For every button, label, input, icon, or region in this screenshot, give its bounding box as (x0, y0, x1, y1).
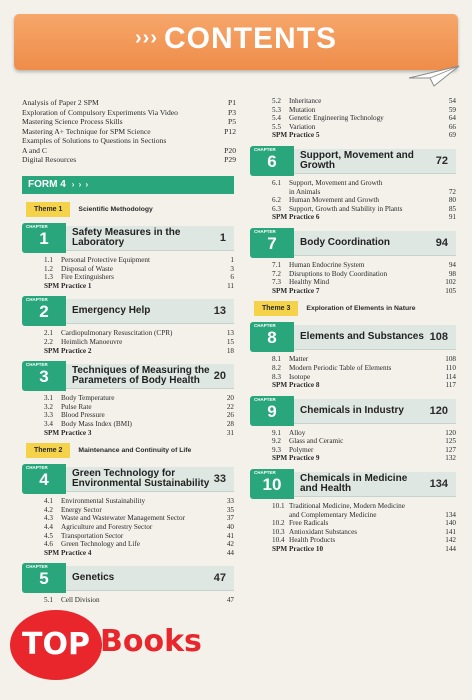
chapter-4-heading[interactable] (22, 464, 234, 494)
toc-item[interactable]: 10.2 Free Radicals 140 (272, 519, 456, 528)
spm-practice[interactable]: SPM Practice 9 132 (272, 454, 456, 463)
chapter-page: 94 (435, 236, 448, 249)
spm-practice[interactable]: SPM Practice 10 144 (272, 545, 456, 554)
form-4-bar: FORM 4 › › › (22, 176, 234, 194)
toc-item[interactable]: 3.2 Pulse Rate 22 (44, 402, 234, 411)
chapter-page: 108 (429, 331, 448, 344)
chapter-8-heading[interactable] (250, 322, 456, 352)
spm-practice[interactable]: SPM Practice 6 91 (272, 213, 456, 222)
chapter-title: Elements and Substances (300, 331, 424, 343)
theme-label: Theme 2 (26, 443, 70, 458)
chapter-tag: CHAPTER 7 (250, 228, 294, 258)
toc-item[interactable]: in Animals 72 (289, 187, 456, 196)
right-column (250, 97, 456, 560)
chapter-10-heading[interactable] (250, 469, 456, 499)
chapter-title: Genetics (72, 572, 115, 584)
toc-item[interactable]: 1.1 Personal Protective Equipment 1 (44, 256, 234, 264)
chapter-tag: CHAPTER 1 (22, 223, 66, 253)
spm-practice[interactable]: SPM Practice 4 44 (44, 548, 234, 557)
intro-row[interactable]: Exploration of Compulsory Experiments Via Video P3 (22, 107, 236, 117)
chapter-tag: CHAPTER 8 (250, 322, 294, 352)
chapter-tag: CHAPTER 5 (22, 563, 66, 593)
contents-banner (14, 14, 458, 70)
toc-item[interactable]: 7.3 Healthy Mind 102 (272, 278, 456, 287)
chapter-title: Body Coordination (300, 236, 390, 248)
toc-item[interactable]: 4.5 Transportation Sector 41 (44, 531, 234, 540)
chapter-tag: CHAPTER 6 (250, 146, 294, 176)
chapter-9-heading[interactable] (250, 396, 456, 426)
toc-item[interactable]: 9.3 Polymer 127 (272, 445, 456, 454)
intro-row[interactable]: A and C P20 (22, 145, 236, 155)
toc-item[interactable]: 4.1 Environmental Sustainability 33 (44, 497, 234, 506)
chapter-title: Support, Movement and Growth (300, 149, 414, 171)
chapter-5-continued-items (250, 97, 456, 140)
logo-books: Books (100, 624, 202, 659)
toc-item[interactable]: 5.1 Cell Division 47 (44, 596, 234, 605)
chapter-7-items (250, 261, 456, 295)
intro-list (22, 98, 236, 165)
chapter-title: Green Technology for Environmental Sustainability (72, 468, 210, 490)
left-column (22, 176, 234, 611)
toc-item[interactable]: 9.1 Alloy 120 (272, 428, 456, 437)
toc-item[interactable]: 10.1 Traditional Medicine, Modern Medicine (272, 502, 405, 511)
spm-practice[interactable]: SPM Practice 2 18 (44, 346, 234, 355)
chapter-2-heading[interactable] (22, 296, 234, 326)
theme-3-heading (254, 301, 456, 316)
chapter-1-heading[interactable] (22, 223, 234, 253)
theme-name: Scientific Methodology (78, 206, 153, 213)
chapter-page: 20 (213, 370, 226, 383)
toc-item[interactable]: 8.3 Isotope 114 (272, 372, 456, 381)
toc-item[interactable]: 5.5 Variation 66 (272, 122, 456, 131)
page-title (14, 22, 458, 56)
toc-item[interactable]: 5.2 Inheritance 54 (272, 97, 456, 105)
chapter-page: 1 (219, 232, 226, 244)
toc-item[interactable]: 9.2 Glass and Ceramic 125 (272, 437, 456, 446)
chapter-3-heading[interactable] (22, 361, 234, 391)
logo-top: TOP (10, 610, 102, 680)
chapter-9-items (250, 429, 456, 463)
chapter-tag: CHAPTER 9 (250, 396, 294, 426)
toc-item[interactable]: and Complementary Medicine 134 (289, 510, 456, 519)
chapter-title: Techniques of Measuring the Parameters of Body Health (72, 365, 210, 387)
theme-2-heading (26, 443, 234, 458)
toc-item[interactable]: 3.1 Body Temperature 20 (44, 394, 234, 403)
chapter-page: 47 (213, 572, 226, 585)
chapter-10-items (250, 502, 456, 554)
spm-practice[interactable]: SPM Practice 3 31 (44, 428, 234, 437)
chapter-7-heading[interactable] (250, 228, 456, 258)
chapter-5-heading[interactable] (22, 563, 234, 593)
theme-label: Theme 1 (26, 202, 70, 217)
theme-1-heading (26, 202, 234, 217)
chapter-page: 120 (429, 404, 448, 417)
chapter-tag: CHAPTER 10 (250, 469, 294, 499)
toc-item[interactable]: 4.2 Energy Sector 35 (44, 505, 234, 514)
toc-item[interactable]: 4.4 Agriculture and Forestry Sector 40 (44, 522, 234, 531)
toc-item[interactable]: 4.3 Waste and Wastewater Management Sector 37 (44, 514, 234, 523)
spm-practice[interactable]: SPM Practice 5 69 (272, 131, 456, 140)
chapter-page: 33 (213, 473, 226, 486)
chapter-3-items (22, 394, 234, 437)
toc-item[interactable]: 5.4 Genetic Engineering Technology 64 (272, 114, 456, 123)
spm-practice[interactable]: SPM Practice 1 11 (44, 281, 234, 290)
chapter-tag: CHAPTER 4 (22, 464, 66, 494)
toc-item[interactable]: 8.2 Modern Periodic Table of Elements 110 (272, 363, 456, 372)
toc-item[interactable]: 3.3 Blood Pressure 26 (44, 411, 234, 420)
toc-item[interactable]: 6.1 Support, Movement and Growth (272, 178, 383, 187)
chapter-title: Chemicals in Medicine and Health (300, 473, 408, 495)
toc-item[interactable]: 4.6 Green Technology and Life 42 (44, 540, 234, 549)
theme-name: Exploration of Elements in Nature (306, 305, 416, 313)
toc-item[interactable]: 1.2 Disposal of Waste 3 (44, 264, 234, 273)
theme-name: Maintenance and Continuity of Life (78, 447, 192, 455)
intro-row[interactable]: Digital Resources P29 (22, 155, 236, 164)
chapter-title: Chemicals in Industry (300, 404, 404, 416)
intro-row[interactable]: Examples of Solutions to Questions in Sections (22, 136, 167, 145)
intro-row[interactable]: Analysis of Paper 2 SPM P1 (22, 98, 236, 107)
chapter-6-items (250, 179, 456, 222)
chapter-page: 72 (435, 154, 448, 167)
chapter-2-items (22, 329, 234, 355)
chapter-1-items (22, 256, 234, 290)
spm-practice[interactable]: SPM Practice 8 117 (272, 381, 456, 390)
chapter-page: 134 (429, 478, 448, 491)
chapter-title: Safety Measures in the Laboratory (72, 227, 181, 248)
chapter-4-items (22, 497, 234, 557)
theme-label: Theme 3 (254, 301, 298, 316)
toc-item[interactable]: 7.2 Disruptions to Body Coordination 98 (272, 269, 456, 278)
toc-item[interactable]: 8.1 Matter 108 (272, 355, 456, 364)
chapter-6-heading[interactable] (250, 146, 456, 176)
intro-row[interactable]: Mastering Science Process Skills P5 (22, 117, 236, 126)
toc-item[interactable]: 2.2 Heimlich Manoeuvre 15 (44, 337, 234, 346)
toc-item[interactable]: 7.1 Human Endocrine System 94 (272, 260, 456, 269)
paper-plane-icon (404, 60, 464, 90)
toc-item[interactable]: 2.1 Cardiopulmonary Resuscitation (CPR) 13 (44, 329, 234, 338)
chapter-tag: CHAPTER 2 (22, 296, 66, 326)
toc-item[interactable]: 6.2 Human Movement and Growth 80 (272, 196, 456, 205)
chapter-title: Emergency Help (72, 305, 151, 317)
topbooks-logo (10, 610, 202, 680)
chapter-tag: CHAPTER 3 (22, 361, 66, 391)
title-text: CONTENTS (163, 22, 337, 55)
spm-practice[interactable]: SPM Practice 7 105 (272, 286, 456, 295)
title-arrows: ››› (135, 27, 158, 49)
toc-item[interactable]: 1.3 Fire Extinguishers 6 (44, 273, 234, 282)
toc-item[interactable]: 3.4 Body Mass Index (BMI) 28 (44, 419, 234, 428)
intro-row[interactable]: Mastering A+ Technique for SPM Science P12 (22, 126, 236, 136)
toc-item[interactable]: 10.4 Health Products 142 (272, 536, 456, 545)
toc-item[interactable]: 10.3 Antioxidant Substances 141 (272, 527, 456, 536)
chapter-page: 13 (213, 305, 226, 318)
chapter-5-items (22, 596, 234, 605)
toc-item[interactable]: 5.3 Mutation 59 (272, 105, 456, 114)
chapter-8-items (250, 355, 456, 389)
toc-item[interactable]: 6.3 Support, Growth and Stability in Plants 85 (272, 204, 456, 213)
